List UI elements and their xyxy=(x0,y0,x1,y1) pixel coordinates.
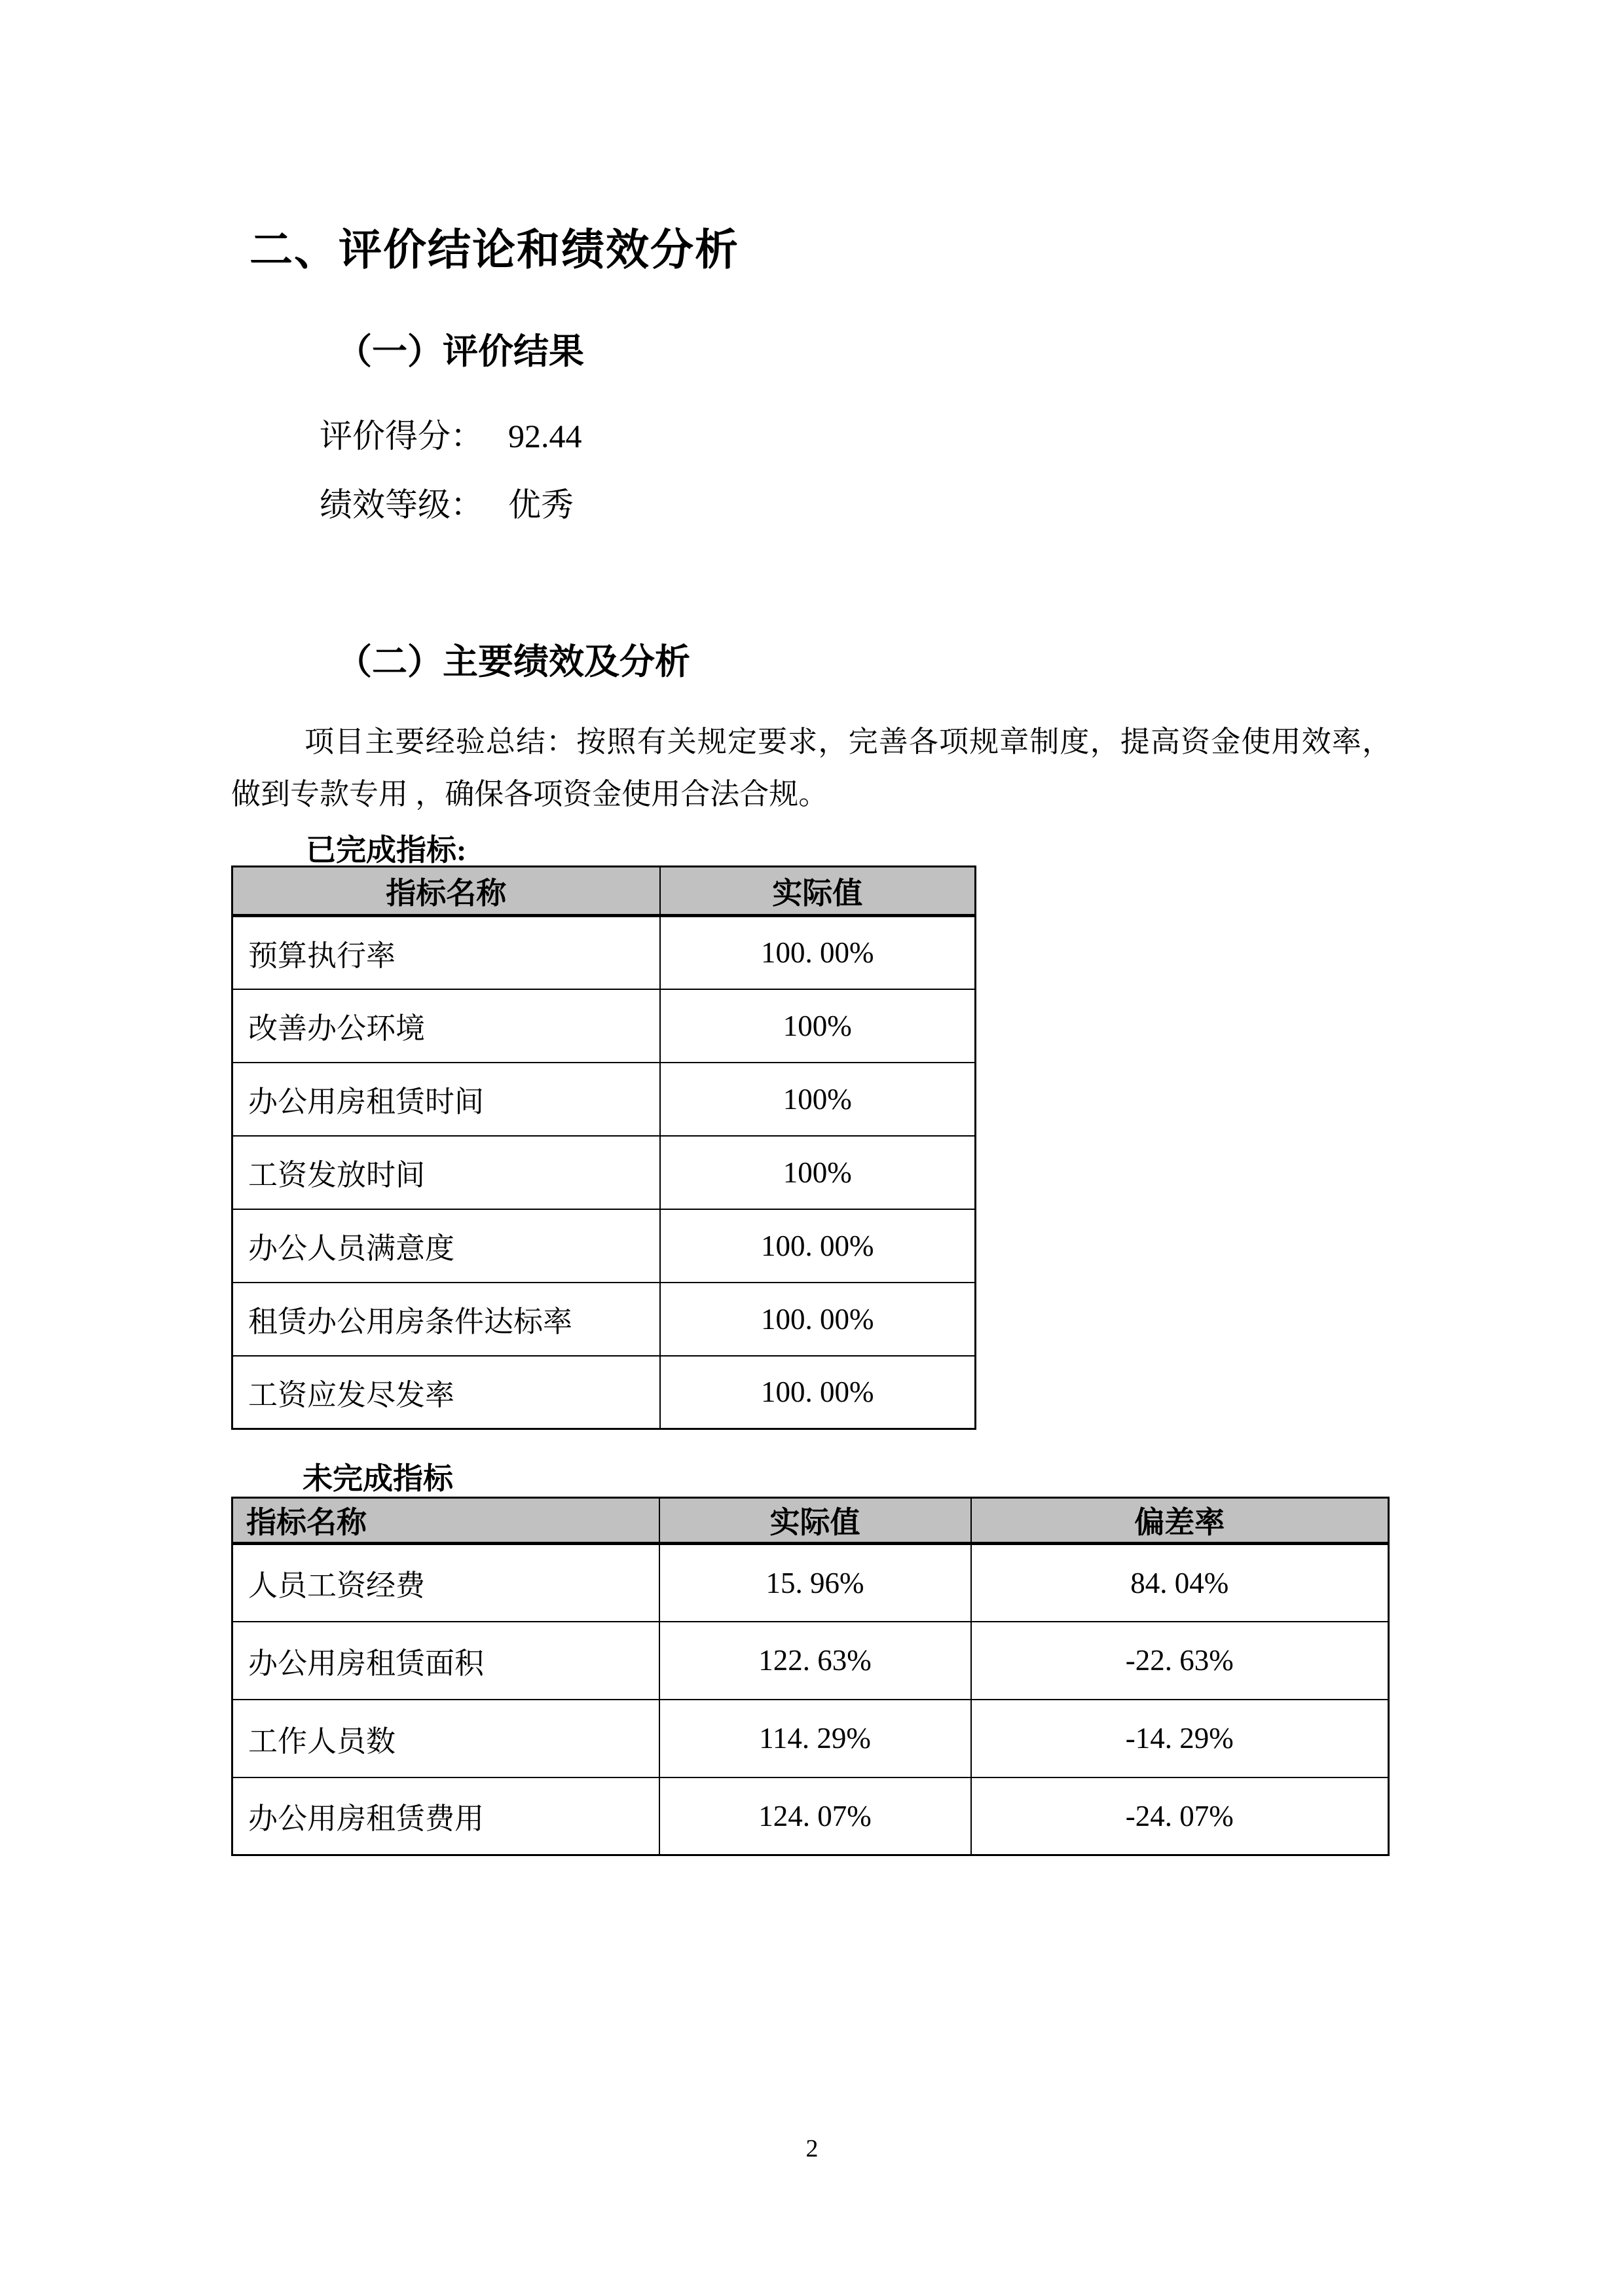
indicator-value: 100% xyxy=(660,1136,976,1209)
section-heading-performance-analysis: （二）主要绩效及分析 xyxy=(337,642,690,682)
table-row xyxy=(232,1063,976,1136)
indicator-name: 办公用房租赁时间 xyxy=(232,1063,660,1136)
column-header-actual-value: 实际值 xyxy=(660,867,976,916)
table-row xyxy=(232,1777,1389,1855)
table-row xyxy=(232,1356,976,1429)
indicator-value: 100. 00% xyxy=(660,1356,976,1429)
indicator-name: 办公人员满意度 xyxy=(232,1209,660,1283)
score-label: 评价得分： xyxy=(320,418,483,454)
table-row xyxy=(232,1700,1389,1777)
uncompleted-indicators-table xyxy=(231,1497,1390,1856)
score-line xyxy=(320,410,582,457)
indicator-value: 100. 00% xyxy=(660,916,976,989)
indicator-name: 租赁办公用房条件达标率 xyxy=(232,1283,660,1356)
column-header-indicator-name: 指标名称 xyxy=(232,1498,659,1544)
indicator-name: 预算执行率 xyxy=(232,916,660,989)
indicator-actual: 114. 29% xyxy=(659,1700,971,1777)
indicator-name: 工作人员数 xyxy=(232,1700,659,1777)
indicator-name: 工资发放时间 xyxy=(232,1136,660,1209)
table-row xyxy=(232,989,976,1063)
indicator-actual: 124. 07% xyxy=(659,1777,971,1855)
indicator-deviation: -22. 63% xyxy=(971,1622,1389,1700)
indicator-deviation: 84. 04% xyxy=(971,1544,1389,1622)
indicator-value: 100% xyxy=(660,1063,976,1136)
table-row xyxy=(232,1209,976,1283)
table-row xyxy=(232,1283,976,1356)
indicator-name: 办公用房租赁面积 xyxy=(232,1622,659,1700)
page-number: 2 xyxy=(805,2135,819,2162)
indicator-actual: 15. 96% xyxy=(659,1544,971,1622)
grade-label: 绩效等级： xyxy=(320,486,483,523)
grade-line xyxy=(320,479,574,526)
column-header-indicator-name: 指标名称 xyxy=(232,867,660,916)
indicator-value: 100. 00% xyxy=(660,1209,976,1283)
page-title: 二、评价结论和绩效分析 xyxy=(249,225,739,274)
indicator-name: 工资应发尽发率 xyxy=(232,1356,660,1429)
table-header-row xyxy=(232,867,976,916)
indicator-deviation: -24. 07% xyxy=(971,1777,1389,1855)
completed-indicators-label: 已完成指标: xyxy=(306,833,467,867)
indicator-deviation: -14. 29% xyxy=(971,1700,1389,1777)
table-row xyxy=(232,1136,976,1209)
summary-paragraph: 项目主要经验总结：按照有关规定要求，完善各项规章制度，提高资金使用效率，做到专款专用 ，确保各项资金使用合法合规。 xyxy=(231,725,1392,811)
indicator-name: 改善办公环境 xyxy=(232,989,660,1063)
indicator-actual: 122. 63% xyxy=(659,1622,971,1700)
completed-indicators-table xyxy=(231,866,976,1430)
score-value: 92.44 xyxy=(508,418,582,454)
table-row xyxy=(232,1544,1389,1622)
section-heading-evaluation-result: （一）评价结果 xyxy=(337,332,584,371)
indicator-name: 办公用房租赁费用 xyxy=(232,1777,659,1855)
table-row xyxy=(232,1622,1389,1700)
uncompleted-indicators-label: 未完成指标 xyxy=(303,1462,453,1495)
table-header-row xyxy=(232,1498,1389,1544)
indicator-name: 人员工资经费 xyxy=(232,1544,659,1622)
grade-value: 优秀 xyxy=(508,486,574,523)
column-header-deviation-rate: 偏差率 xyxy=(971,1498,1389,1544)
indicator-value: 100% xyxy=(660,989,976,1063)
indicator-value: 100. 00% xyxy=(660,1283,976,1356)
table-row xyxy=(232,916,976,989)
column-header-actual-value: 实际值 xyxy=(659,1498,971,1544)
